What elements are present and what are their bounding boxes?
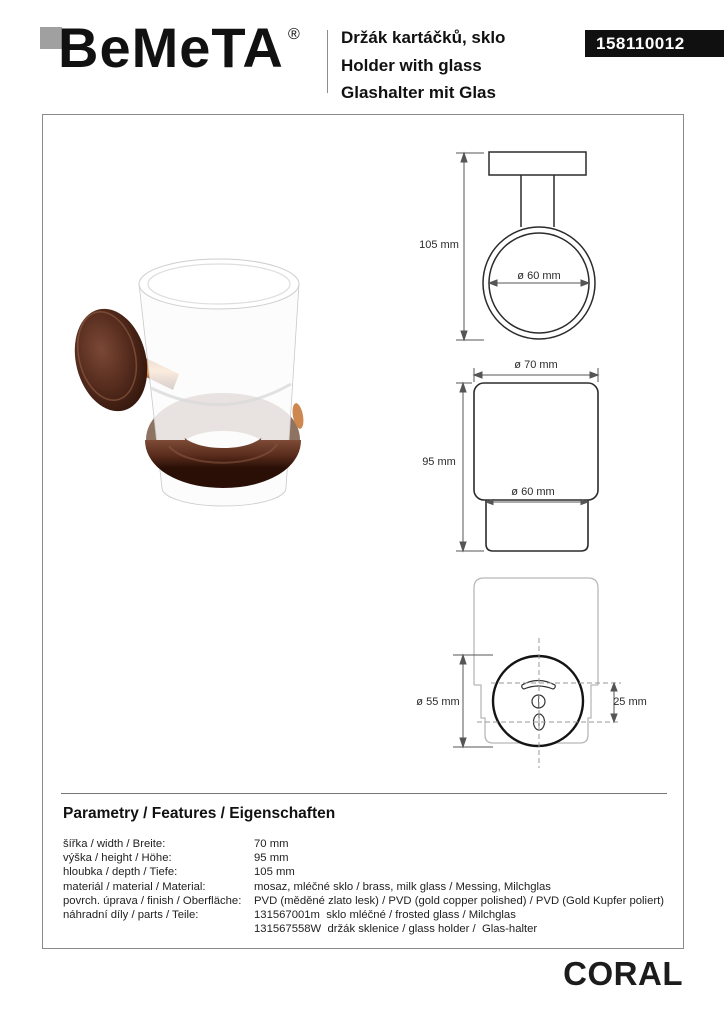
dim-mount-offset: 25 mm (613, 696, 647, 708)
param-value: PVD (měděné zlato lesk) / PVD (gold copper polished) / PVD (Gold Kupfer poliert) (254, 894, 665, 907)
param-value: 95 mm (254, 852, 289, 865)
param-label (63, 922, 254, 936)
param-label: materiál / material / Material: (63, 880, 206, 893)
brand-logo: BeMeTA (58, 16, 284, 79)
param-label: šířka / width / Breite: (63, 838, 166, 850)
param-label: hloubka / depth / Tiefe: (63, 866, 178, 879)
dim-mount-diameter: ø 55 mm (416, 696, 460, 708)
product-title-en: Holder with glass (341, 55, 482, 75)
front-view-dimensions (456, 153, 589, 340)
product-title-block (341, 24, 571, 107)
param-label: povrch. úprava / finish / Oberfläche: (63, 894, 242, 907)
param-value: 131567558W držák sklenice / glass holder / Glas-halter (254, 923, 538, 936)
table-row (63, 865, 668, 879)
table-row (63, 837, 668, 851)
product-title-de: Glashalter mit Glas (341, 83, 496, 102)
product-code-badge (585, 30, 724, 57)
side-view-drawing (474, 383, 598, 551)
product-title-cs: Držák kartáčků, sklo (341, 28, 506, 47)
collection-name: CORAL (563, 955, 683, 992)
param-label: náhradní díly / parts / Teile: (63, 908, 199, 921)
table-row (63, 908, 668, 922)
dim-side-height: 95 mm (422, 456, 456, 468)
glass-rim (139, 259, 299, 309)
registered-trademark-icon: ® (288, 26, 300, 43)
parameters-table (63, 837, 668, 936)
table-row (63, 922, 668, 936)
param-value: mosaz, mléčné sklo / brass, milk glass / Messing, Milchglas (254, 880, 551, 893)
param-label: výška / height / Höhe: (63, 852, 172, 865)
front-view-drawing (483, 152, 595, 339)
content-frame (42, 114, 684, 949)
mount-view-drawing (493, 656, 583, 746)
param-value: 70 mm (254, 838, 289, 850)
product-code: 158110012 (596, 34, 685, 53)
parameters-title: Parametry / Features / Eigenschaften (63, 805, 336, 822)
dim-side-inner: ø 60 mm (511, 486, 555, 498)
side-view-dimensions (456, 368, 598, 551)
param-value: 105 mm (254, 866, 295, 879)
parameters-divider (61, 793, 667, 794)
table-row (63, 851, 668, 865)
dim-front-height: 105 mm (419, 239, 459, 251)
param-value: 131567001m sklo mléčné / frosted glass / Milchglas (254, 908, 516, 921)
table-row (63, 880, 668, 894)
product-photo (73, 248, 308, 513)
table-row (63, 894, 668, 908)
header-divider (327, 30, 328, 93)
dim-front-diameter: ø 60 mm (517, 270, 561, 282)
dim-side-width: ø 70 mm (514, 359, 558, 371)
